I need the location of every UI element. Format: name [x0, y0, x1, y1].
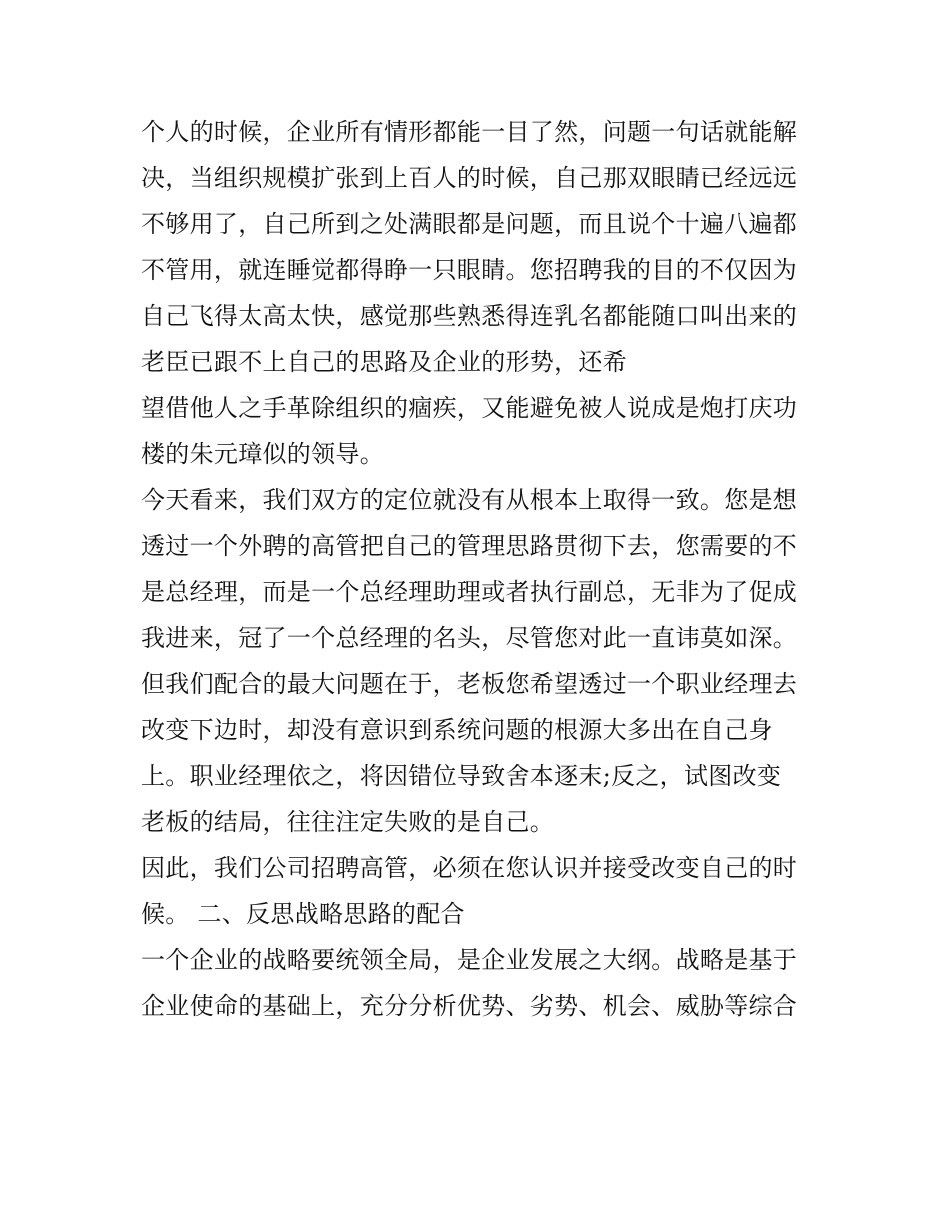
text-line: 望借他人之手革除组织的痼疾，又能避免被人说成是炮打庆功	[141, 394, 798, 422]
text-line: 决，当组织规模扩张到上百人的时候，自己那双眼睛已经远远	[141, 164, 798, 192]
text-line: 上。职业经理依之，将因错位导致舍本逐末;反之，试图改变	[141, 762, 782, 790]
text-line: 一个企业的战略要统领全局，是企业发展之大纲。战略是基于	[141, 946, 798, 974]
text-line: 我进来，冠了一个总经理的名头，尽管您对此一直讳莫如深。	[141, 624, 798, 652]
text-line: 老臣已跟不上自己的思路及企业的形势，还希	[141, 348, 627, 376]
text-line: 是总经理，而是一个总经理助理或者执行副总，无非为了促成	[141, 578, 798, 606]
text-line: 个人的时候，企业所有情形都能一目了然，问题一句话就能解	[141, 118, 798, 146]
text-line: 老板的结局，往往注定失败的是自己。	[141, 808, 555, 836]
text-line: 今天看来，我们双方的定位就没有从根本上取得一致。您是想	[141, 486, 798, 514]
text-line: 企业使命的基础上，充分分析优势、劣势、机会、威胁等综合	[141, 992, 798, 1020]
text-line: 不够用了，自己所到之处满眼都是问题，而且说个十遍八遍都	[141, 210, 798, 238]
text-line: 楼的朱元璋似的领导。	[141, 440, 384, 468]
text-line: 透过一个外聘的高管把自己的管理思路贯彻下去，您需要的不	[141, 532, 798, 560]
text-line: 改变下边时，却没有意识到系统问题的根源大多出在自己身	[141, 716, 773, 744]
text-line: 不管用，就连睡觉都得睁一只眼睛。您招聘我的目的不仅因为	[141, 256, 798, 284]
text-line: 自己飞得太高太快，感觉那些熟悉得连乳名都能随口叫出来的	[141, 302, 798, 330]
text-line: 候。 二、反思战略思路的配合	[141, 900, 465, 928]
text-line: 但我们配合的最大问题在于，老板您希望透过一个职业经理去	[141, 670, 798, 698]
text-line: 因此，我们公司招聘高管，必须在您认识并接受改变自己的时	[141, 854, 798, 882]
body-text	[141, 109, 841, 1029]
